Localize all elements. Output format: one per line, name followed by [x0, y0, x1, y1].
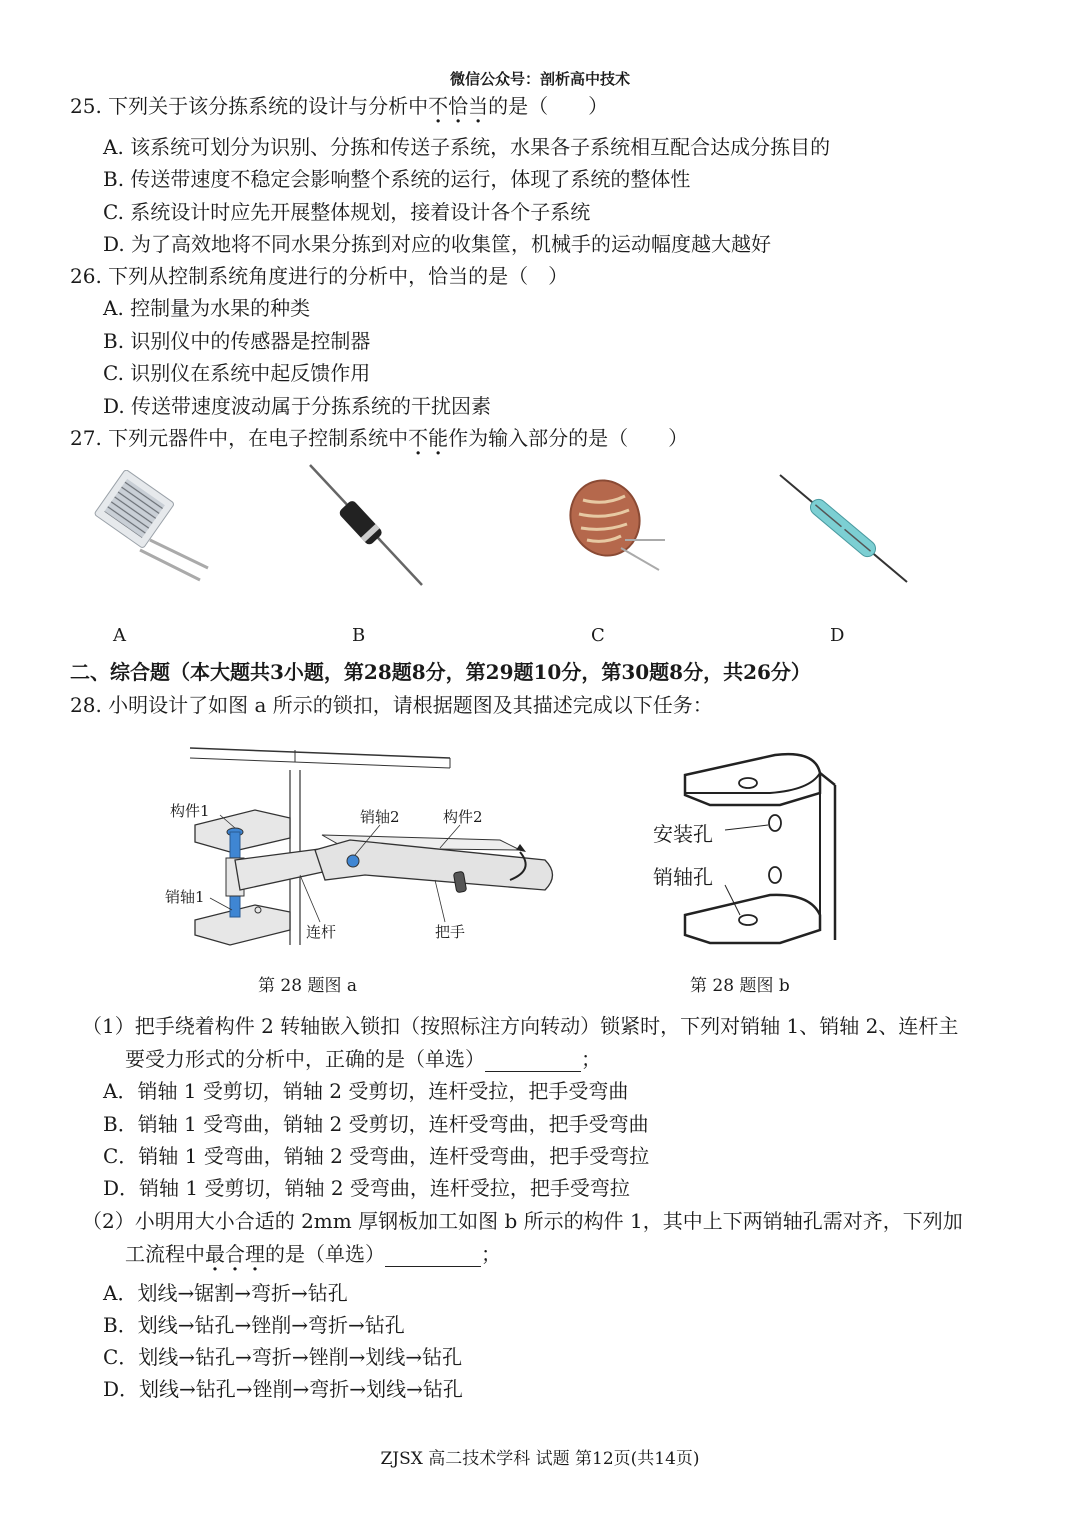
q27-label-a: A [113, 625, 126, 646]
emphasis-char: 恰 [448, 94, 469, 118]
emphasis-char: 不 [408, 426, 429, 450]
emphasis-char: 不 [428, 94, 449, 118]
emphasis-char: 当 [468, 94, 489, 118]
q27-label-c: C [591, 625, 605, 646]
q25-option-a: A. 该系统可划分为识别、分拣和传送子系统，水果各子系统相互配合达成分拣目的 [103, 135, 831, 159]
sub1-option-b: B．销轴 1 受弯曲，销轴 2 受剪切，连杆受弯曲，把手受弯曲 [103, 1112, 649, 1136]
q27-stem: 27. 下列元器件中，在电子控制系统中不能作为输入部分的是（ ） [70, 426, 689, 450]
q25-option-b: B. 传送带速度不稳定会影响整个系统的运行，体现了系统的整体性 [103, 167, 691, 191]
q26-option-c: C. 识别仪在系统中起反馈作用 [103, 361, 371, 385]
emphasis-char: 理 [245, 1242, 265, 1266]
page-header: 微信公众号：剖析高中技术 [449, 70, 630, 88]
label-handle: 把手 [435, 923, 466, 941]
sub2-emphasis [205, 1242, 265, 1266]
q27-emphasis [408, 426, 448, 450]
q26-option-b: B. 识别仪中的传感器是控制器 [103, 329, 371, 353]
sub2-option-d: D．划线→钻孔→锉削→弯折→划线→钻孔 [103, 1377, 463, 1401]
emphasis-char: 能 [428, 426, 449, 450]
sub1-option-a: A．销轴 1 受剪切，销轴 2 受剪切，连杆受拉，把手受弯曲 [103, 1079, 629, 1103]
q28-stem: 28. 小明设计了如图 a 所示的锁扣，请根据题图及其描述完成以下任务： [70, 693, 713, 717]
sub2-option-a: A．划线→锯割→弯折→钻孔 [103, 1281, 348, 1305]
sub1-line2: 要受力形式的分析中，正确的是（单选） ； [125, 1047, 601, 1071]
humidity-sensor-image [80, 470, 220, 590]
figure-b-caption: 第 28 题图 b [690, 976, 790, 996]
sub1-option-c: C．销轴 1 受弯曲，销轴 2 受弯曲，连杆受弯曲，把手受弯拉 [103, 1144, 650, 1168]
q25-stem: 25. 下列关于该分拣系统的设计与分析中不恰当的是（ ） [70, 94, 609, 118]
label-pin1: 销轴1 [165, 888, 205, 906]
q27-label-b: B [352, 625, 366, 646]
sub1-option-d: D．销轴 1 受剪切，销轴 2 受弯曲，连杆受拉，把手受弯拉 [103, 1176, 630, 1200]
q27-label-d: D [830, 625, 845, 646]
label-link: 连杆 [306, 923, 337, 941]
figure-b-bracket-diagram [640, 745, 850, 950]
page-footer: ZJSX 高二技术学科 试题 第12页(共14页) [380, 1449, 700, 1469]
q26-stem: 26. 下列从控制系统角度进行的分析中，恰当的是（ ） [70, 264, 569, 288]
q26-option-d: D. 传送带速度波动属于分拣系统的干扰因素 [103, 394, 492, 418]
sub2-line1: （2）小明用大小合适的 2mm 厚钢板加工如图 b 所示的构件 1，其中上下两销轴孔需对齐，下列加 [82, 1209, 963, 1233]
reed-switch-image [775, 470, 915, 590]
emphasis-char: 最 [205, 1242, 225, 1266]
figure-a-lock-diagram [150, 740, 560, 960]
photoresistor-image [555, 470, 675, 590]
section-title: 二、综合题（本大题共3小题，第28题8分，第29题10分，第30题8分，共26分） [70, 660, 811, 684]
sub1-line1: （1）把手绕着构件 2 转轴嵌入锁扣（按照标注方向转动）锁紧时，下列对销轴 1、销轴 2、连杆主 [82, 1014, 959, 1038]
q25-option-d: D. 为了高效地将不同水果分拣到对应的收集筐，机械手的运动幅度越大越好 [103, 232, 772, 256]
q25-emphasis [428, 94, 488, 118]
label-pin-hole: 销轴孔 [653, 865, 713, 889]
figure-a-caption: 第 28 题图 a [258, 976, 357, 996]
sub2-option-b: B．划线→钻孔→锉削→弯折→钻孔 [103, 1313, 405, 1337]
sub2-answer-blank[interactable] [385, 1248, 481, 1267]
sub2-option-c: C．划线→钻孔→弯折→锉削→划线→钻孔 [103, 1345, 463, 1369]
sub1-answer-blank[interactable] [485, 1053, 581, 1072]
q26-option-a: A. 控制量为水果的种类 [103, 296, 311, 320]
q25-option-c: C. 系统设计时应先开展整体规划，接着设计各个子系统 [103, 200, 591, 224]
label-pin2: 销轴2 [360, 808, 400, 826]
label-mount-hole: 安装孔 [653, 822, 713, 846]
sub2-line2: 工流程中最合理的是（单选） ； [125, 1242, 501, 1266]
emphasis-char: 合 [225, 1242, 245, 1266]
label-part1: 构件1 [170, 802, 210, 820]
label-part2: 构件2 [443, 808, 483, 826]
diode-image [300, 460, 430, 590]
